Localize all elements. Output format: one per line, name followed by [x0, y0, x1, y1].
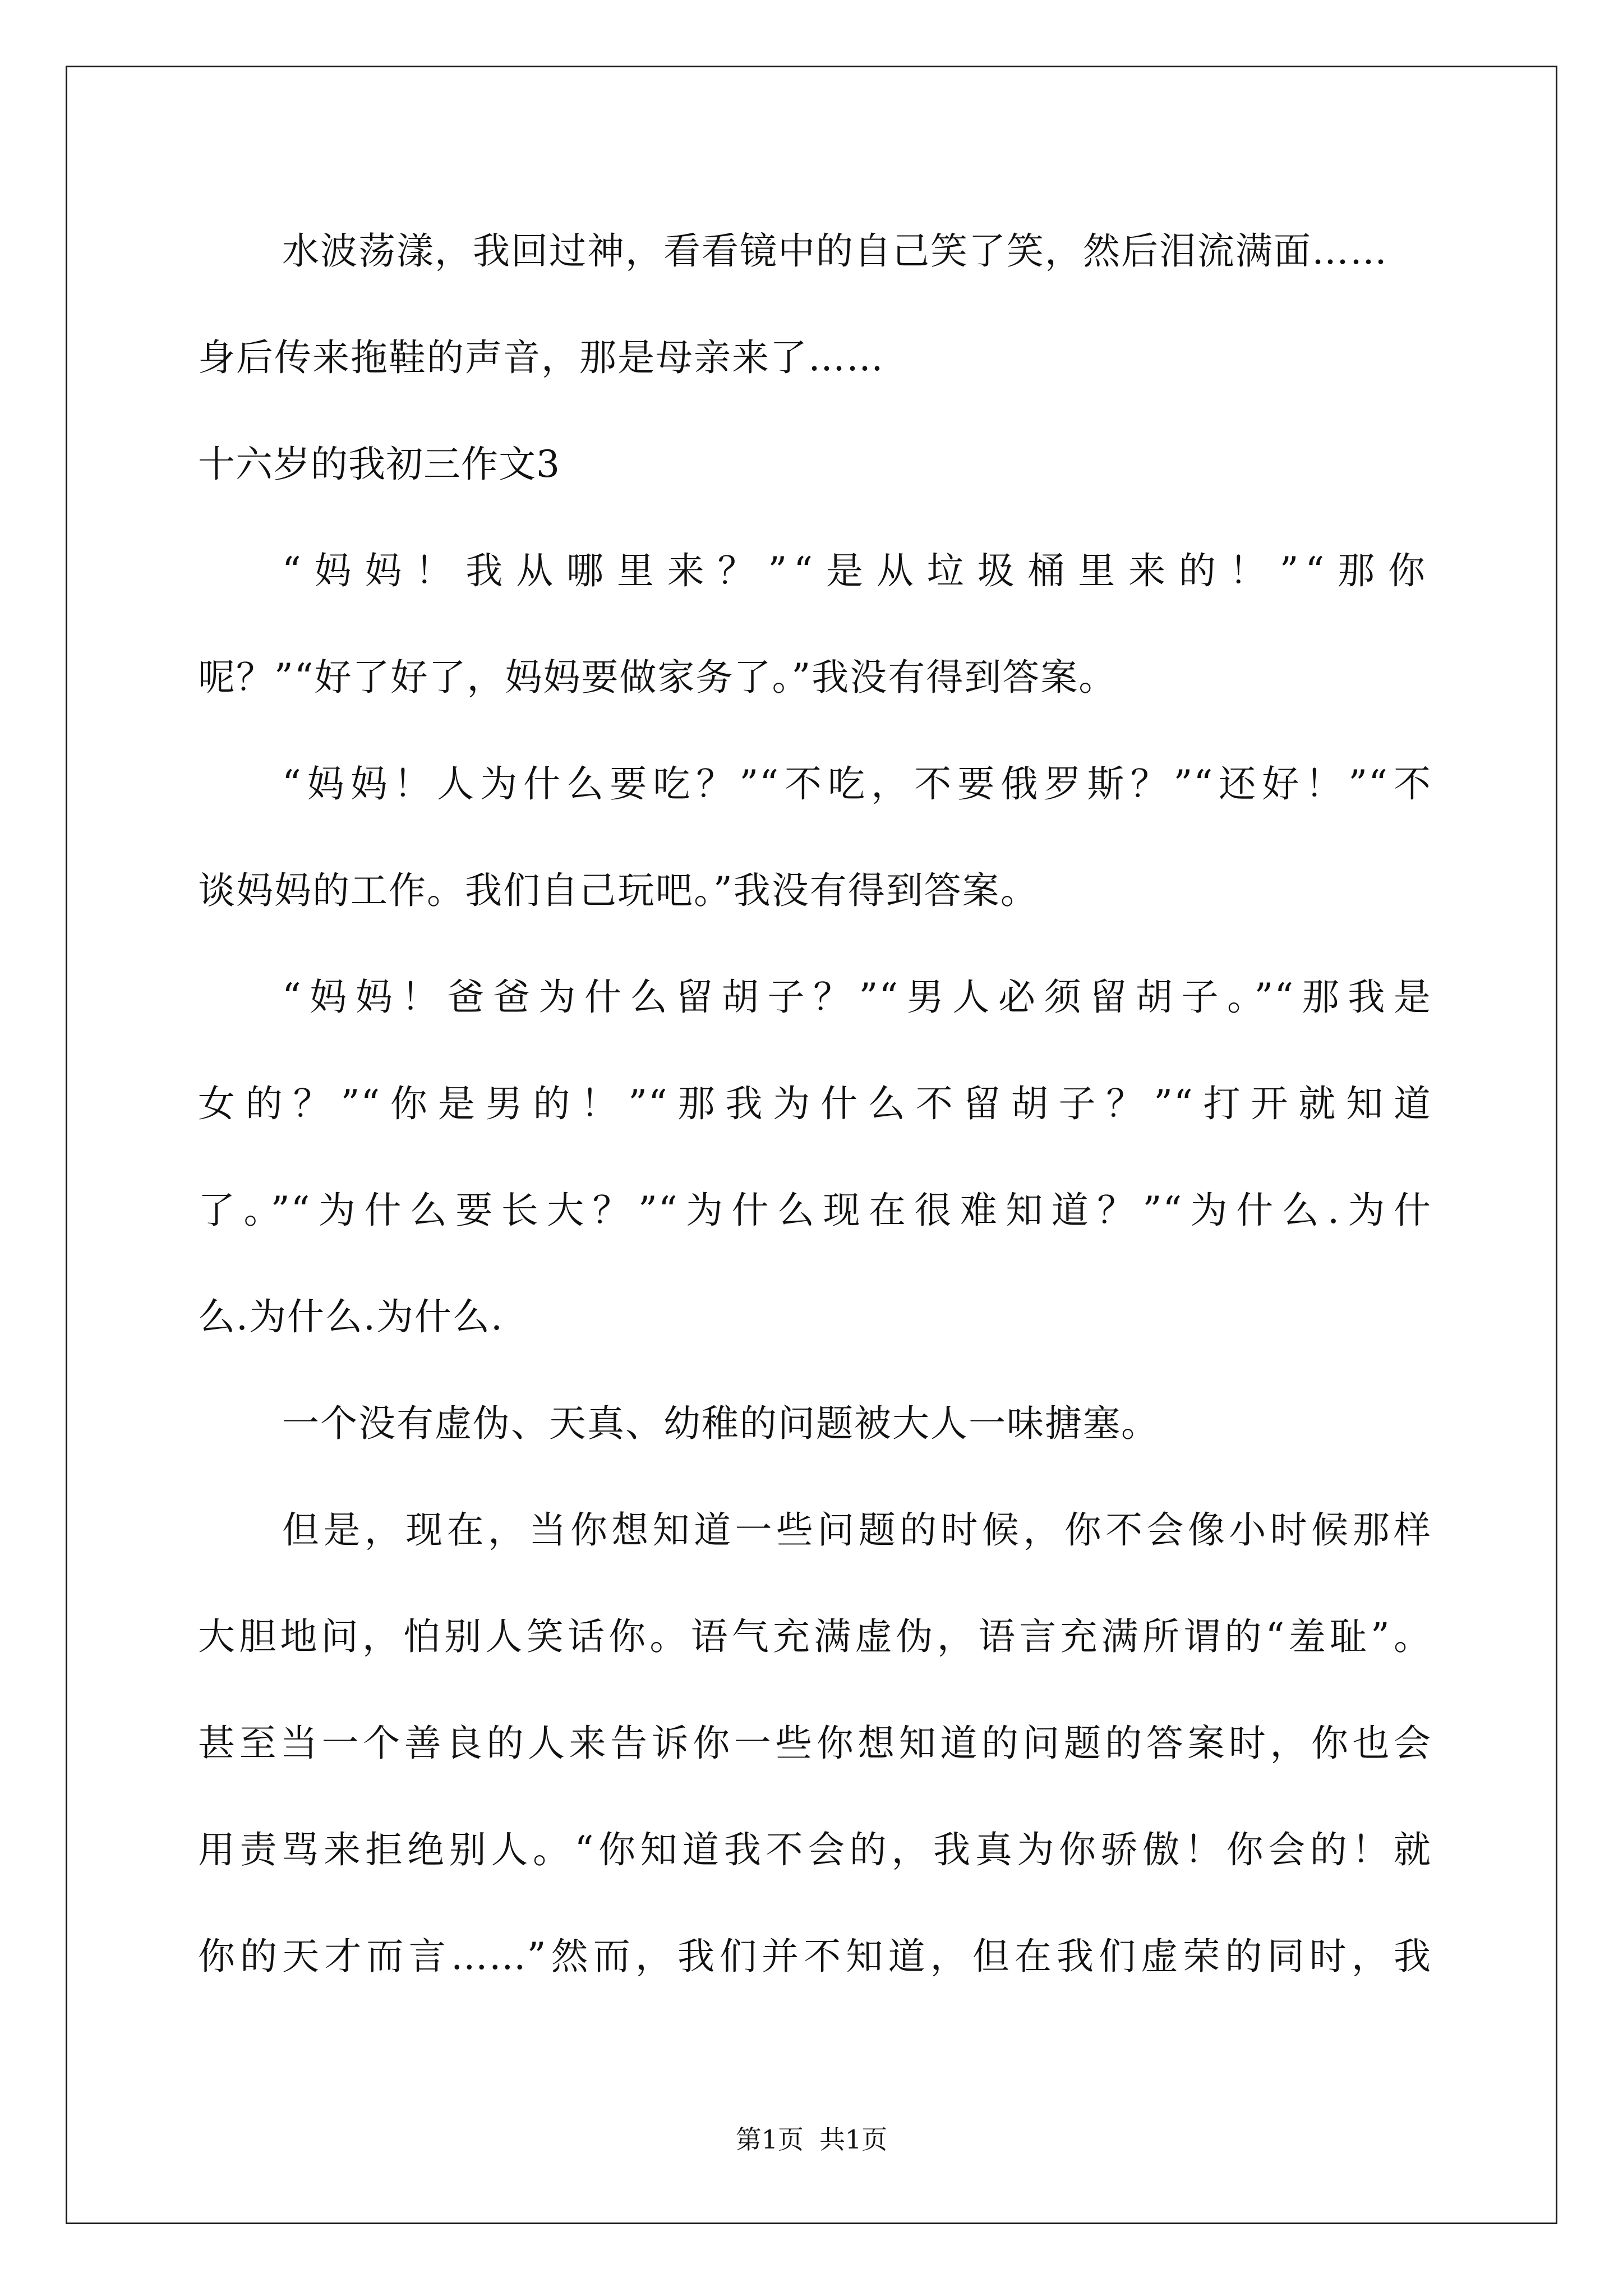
paragraph-line: 呢？”“好了好了，妈妈要做家务了。”我没有得到答案。 [198, 656, 1117, 699]
paragraph-line: 了。”“为什么要长大？”“为什么现在很难知道？”“为什么.为什 [198, 1189, 1432, 1232]
paragraph-line: 水波荡漾，我回过神，看看镜中的自己笑了笑，然后泪流满面…… [282, 229, 1388, 273]
paragraph-line: 女的？”“你是男的！”“那我为什么不留胡子？”“打开就知道 [198, 1082, 1432, 1125]
paragraph-line: 大胆地问，怕别人笑话你。语气充满虚伪，语言充满所谓的“羞耻”。 [198, 1615, 1432, 1658]
paragraph-line: 你的天才而言……”然而，我们并不知道，但在我们虚荣的同时，我 [198, 1935, 1432, 1978]
paragraph-line: 但是，现在，当你想知道一些问题的时候，你不会像小时候那样 [282, 1508, 1432, 1552]
paragraph-line: “妈妈！我从哪里来？”“是从垃圾桶里来的！”“那你 [282, 549, 1432, 592]
page-footer [0, 2124, 1623, 2155]
paragraph-line: “妈妈！爸爸为什么留胡子？”“男人必须留胡子。”“那我是 [282, 976, 1432, 1019]
paragraph-line: 用责骂来拒绝别人。“你知道我不会的，我真为你骄傲！你会的！就 [198, 1828, 1432, 1871]
current-page-label: 第1页 [735, 2124, 804, 2155]
paragraph-line: 甚至当一个善良的人来告诉你一些你想知道的问题的答案时，你也会 [198, 1722, 1432, 1765]
paragraph-line: 谈妈妈的工作。我们自己玩吧。”我没有得到答案。 [198, 869, 1039, 912]
paragraph-line: 么.为什么.为什么. [198, 1295, 504, 1338]
section-title: 十六岁的我初三作文3 [198, 443, 560, 486]
page-border [66, 66, 1557, 2224]
paragraph-line: 一个没有虚伪、天真、幼稚的问题被大人一味搪塞。 [282, 1402, 1159, 1445]
paragraph-line: 身后传来拖鞋的声音，那是母亲来了…… [198, 336, 884, 379]
paragraph-line: “妈妈！人为什么要吃？”“不吃，不要俄罗斯？”“还好！”“不 [282, 762, 1432, 806]
total-pages-label: 共1页 [819, 2124, 888, 2155]
